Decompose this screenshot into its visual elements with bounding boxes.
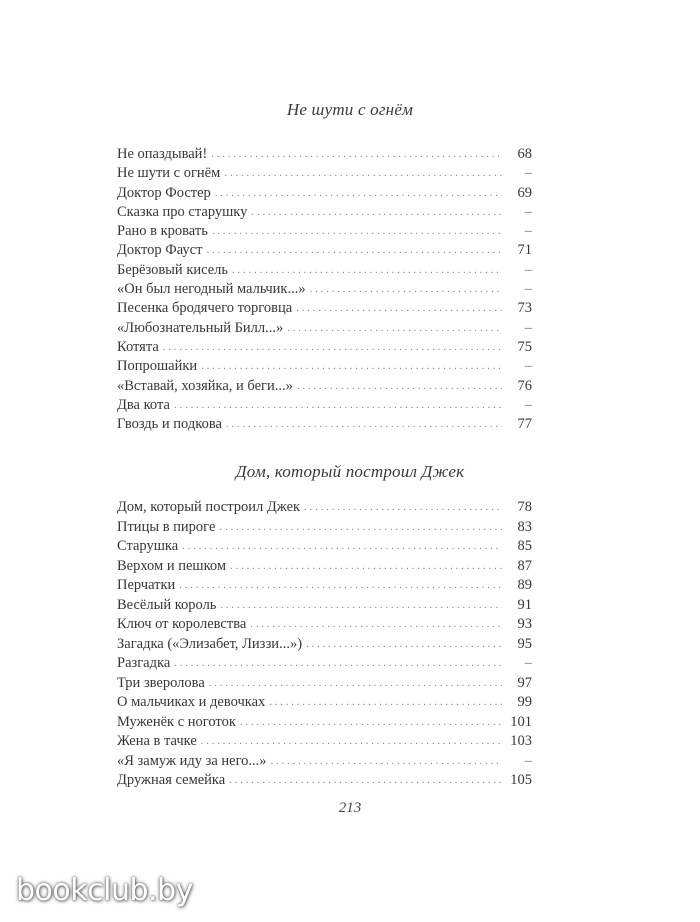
dot-leader <box>201 732 502 752</box>
toc-entry <box>117 693 532 713</box>
watermark-logo: bookclub.by <box>16 873 193 908</box>
toc-entry <box>117 415 532 434</box>
toc-entry-page: – <box>524 281 532 298</box>
dot-leader <box>226 415 502 434</box>
dot-leader <box>212 222 502 241</box>
dot-leader <box>182 537 502 557</box>
toc-entry-title: Дружная семейка <box>117 772 226 788</box>
toc-entry-page: 83 <box>517 518 532 535</box>
toc-entry-title: Перчатки <box>117 577 176 593</box>
toc-entry-title: О мальчиках и девочках <box>117 694 266 710</box>
toc-entry-title: Загадка («Элизабет, Лиззи...») <box>117 635 303 652</box>
toc-entry <box>117 615 532 635</box>
toc-entry-title: Верхом и пешком <box>117 557 227 574</box>
toc-entry-page: 91 <box>517 596 532 613</box>
toc-entry <box>117 518 532 538</box>
dot-leader <box>232 261 502 280</box>
dot-leader <box>215 184 502 203</box>
dot-leader <box>206 241 502 260</box>
dot-leader <box>219 518 502 538</box>
toc-entry <box>117 338 532 357</box>
toc-entry <box>117 596 532 616</box>
toc-entry-page: 89 <box>517 577 532 593</box>
toc-entry <box>117 752 532 772</box>
toc-entry <box>117 241 532 260</box>
toc-entry-page: – <box>524 396 532 413</box>
dot-leader <box>179 576 502 596</box>
toc-entry-title: Три зверолова <box>117 674 205 691</box>
toc-entry-page: 71 <box>517 242 532 259</box>
toc-entry-title: Доктор Фауст <box>117 242 203 259</box>
dot-leader <box>250 615 502 635</box>
toc-entry-page: – <box>524 261 532 278</box>
dot-leader <box>296 299 502 318</box>
toc-entry-page: – <box>524 203 532 220</box>
toc-entry-title: Разгадка <box>117 655 171 671</box>
section-title: Дом, который построил Джек <box>235 462 465 481</box>
toc-entry <box>117 164 532 183</box>
dot-leader <box>211 145 502 164</box>
toc-entry-title: Муженёк с ноготок <box>117 713 236 730</box>
toc-entry-page: 99 <box>517 694 532 710</box>
toc-entry-title: Не шути с огнём <box>117 165 221 182</box>
toc-entry <box>117 299 532 318</box>
toc-entry-title: Старушка <box>117 538 179 554</box>
toc-entry-title: «Я замуж иду за него...» <box>117 752 267 769</box>
toc-entry-page: 85 <box>517 538 532 554</box>
toc-entry <box>117 713 532 733</box>
toc-entry <box>117 576 532 596</box>
toc-entry-title: Гвоздь и подкова <box>117 416 222 433</box>
toc-entry-page: 87 <box>517 557 532 574</box>
toc-entry-title: Сказка про старушку <box>117 203 248 220</box>
toc-entry-page: 97 <box>517 674 532 691</box>
toc-list <box>117 145 532 434</box>
toc-entry-page: 69 <box>517 184 532 201</box>
toc-entry-page: 75 <box>517 338 532 355</box>
toc-entry-page: – <box>524 358 532 375</box>
toc-entry-title: «Вставай, хозяйка, и беги...» <box>117 377 293 394</box>
dot-leader <box>230 557 502 577</box>
toc-entry-page: 103 <box>510 733 532 749</box>
toc-entry-page: 76 <box>517 377 532 394</box>
toc-entry <box>117 319 532 338</box>
toc-entry-title: Доктор Фостер <box>117 184 211 201</box>
toc-entry <box>117 145 532 164</box>
toc-entry <box>117 498 532 518</box>
toc-entry-title: Песенка бродячего торговца <box>117 300 293 317</box>
toc-entry <box>117 261 532 280</box>
dot-leader <box>269 693 502 713</box>
toc-entry-page: 68 <box>517 146 532 162</box>
dot-leader <box>220 596 502 616</box>
dot-leader <box>174 396 502 415</box>
toc-entry-page: – <box>524 319 532 336</box>
toc-entry-page: – <box>524 165 532 182</box>
toc-entry <box>117 537 532 557</box>
dot-leader <box>229 771 502 791</box>
toc-entry-title: Два кота <box>117 396 170 413</box>
toc-entry <box>117 674 532 694</box>
toc-entry-title: «Он был негодный мальчик...» <box>117 281 306 298</box>
dot-leader <box>310 280 502 299</box>
toc-entry-title: Птицы в пироге <box>117 518 216 535</box>
dot-leader <box>297 377 502 396</box>
toc-entry-title: Весёлый король <box>117 596 217 613</box>
toc-entry-page: 77 <box>517 416 532 433</box>
toc-entry-title: Ключ от королевства <box>117 616 247 632</box>
toc-entry-page: 95 <box>517 635 532 652</box>
toc-entry <box>117 280 532 299</box>
toc-entry-page: 105 <box>510 772 532 788</box>
toc-entry <box>117 396 532 415</box>
section-title: Не шути с огнём <box>286 100 414 119</box>
dot-leader <box>209 674 502 694</box>
toc-entry <box>117 771 532 791</box>
toc-entry <box>117 654 532 674</box>
dot-leader <box>306 635 502 655</box>
toc-entry <box>117 222 532 241</box>
toc-entry <box>117 184 532 203</box>
toc-entry-page: – <box>524 223 532 240</box>
toc-entry-title: Не опаздывай! <box>117 146 208 162</box>
dot-leader <box>304 498 502 518</box>
dot-leader <box>251 203 502 222</box>
toc-entry <box>117 377 532 396</box>
dot-leader <box>174 654 502 674</box>
toc-list <box>117 498 532 791</box>
page-number: 213 <box>338 800 362 816</box>
toc-entry <box>117 357 532 376</box>
toc-entry-title: Попрошайки <box>117 358 198 375</box>
toc-entry-page: 93 <box>517 616 532 632</box>
dot-leader <box>224 164 502 183</box>
toc-entry <box>117 557 532 577</box>
toc-entry-title: Жена в тачке <box>117 733 197 749</box>
toc-entry-title: Берёзовый кисель <box>117 261 229 278</box>
toc-entry-page: 78 <box>517 499 532 515</box>
dot-leader <box>163 338 502 357</box>
toc-entry-title: Котята <box>117 338 159 355</box>
toc-entry-title: Дом, который построил Джек <box>117 499 301 515</box>
dot-leader <box>240 713 502 733</box>
toc-entry-page: – <box>524 752 532 769</box>
toc-entry <box>117 732 532 752</box>
toc-entry <box>117 635 532 655</box>
toc-entry-title: «Любознательный Билл...» <box>117 319 284 336</box>
toc-entry-page: – <box>524 655 532 671</box>
dot-leader <box>287 319 502 338</box>
toc-entry-page: 101 <box>510 713 532 730</box>
toc-entry-page: 73 <box>517 300 532 317</box>
toc-entry-title: Рано в кровать <box>117 223 208 240</box>
dot-leader <box>201 357 502 376</box>
dot-leader <box>271 752 502 772</box>
toc-entry <box>117 203 532 222</box>
